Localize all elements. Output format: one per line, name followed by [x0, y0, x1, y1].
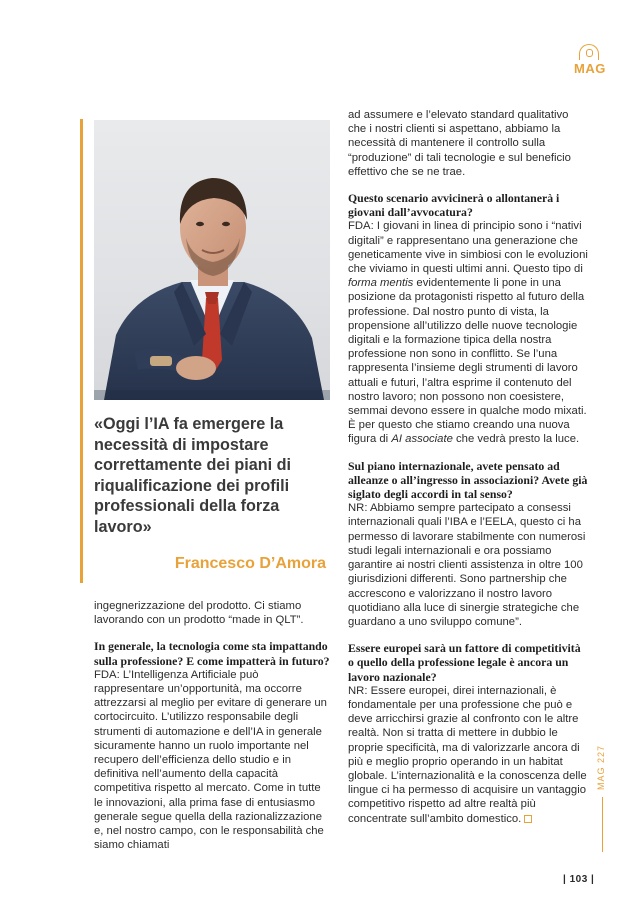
- paragraph: ingegnerizzazione del prodotto. Ci stiamo lavorando con un prodotto “made in QLT”.: [94, 600, 304, 627]
- paragraph: ad assumere e l’elevato standard qualitativo che i nostri clienti si aspettano, abbiamo la necessità di mantenere il controllo sulla “produzione” di tali tecnologie e sul beneficio effettivo che se ne trae.: [348, 109, 571, 178]
- interview-question: Sul piano internazionale, avete pensato ad alleanze o all’ingresso in associazioni? Avete già siglato degli accordi in tal senso?: [348, 458, 588, 502]
- page-number: | 103 |: [563, 874, 595, 885]
- accent-bar: [80, 119, 83, 583]
- interview-question: Essere europei sarà un fattore di competitività o quello della professione legale è ancora un lavoro nazionale?: [348, 641, 581, 684]
- issue-label: MAG 227: [596, 744, 606, 790]
- interview-answer: NR: Abbiamo sempre partecipato a consessi internazionali quali l’IBA e l’EELA, questo ci ha permesso di lavorare stabilmente con numerosi studi legali internazionali e ora possiamo garantire ai nostri clienti assistenza in oltre 100 giurisdizioni differenti. Sono partnership che accrescono e valorizzano il nostro lavoro quotidiano alla luce di sinergie strategiche che guardano a uno sviluppo comune”.: [348, 502, 586, 628]
- interview-question: In generale, la tecnologia come sta impattando sulla professione? E come impatterà in futuro?: [94, 639, 330, 668]
- interview-answer: FDA: L’Intelligenza Artificiale può rappresentare un’opportunità, ma occorre attrezzarsi al meglio per evitare di generare un cortocircuito. L’utilizzo responsabile degli strumenti di automazione e dell’IA in generale sicuramente hanno un ruolo importante nel recupero dell’efficienza dello studio e in definitiva nell’aumento della capacità competitiva rispetto al mercato. Come in tutte le innovazioni, alla prima fase di entusiasmo generale segue quella della razionalizzazione e, nel nostro campo, con le responsabilità che siamo chiamati: [94, 668, 327, 852]
- quote-author: Francesco D’Amora: [174, 555, 326, 572]
- portrait-photo: [94, 120, 330, 400]
- logo-text: MAG: [574, 61, 606, 76]
- article-left-column: [94, 599, 330, 852]
- interview-answer: FDA: I giovani in linea di principio sono i “nativi digitali” e rappresentano una generazione che geneticamente vive in simbiosi con le evoluzioni che viviamo in questi ultimi anni. Questo tipo di forma mentis evidentemente li pone in una posizione da protagonisti rispetto al futuro della professione. Dal nostro punto di vista, la propensione all’utilizzo delle nuove tecnologie digitali e la formazione tipica della nostra professione non sono in conflitto. Se l’una rappresenta l’insieme degli strumenti di lavoro attuali e futuri, l’altra esprime il contenuto del nostro lavoro; non possono non coesistere, semmai devono essere in qualche modo mixati. È per questo che stiamo creando una nuova figura di AI associate che vedrà presto la luce.: [348, 220, 588, 446]
- interview-question: Questo scenario avvicinerà o allontanerà i giovani dall’avvocatura?: [348, 191, 560, 220]
- pull-quote: «Oggi l’IA fa emergere la necessità di impostare correttamente dei piani di riqualificazione dei profili professionali della forza lavoro»: [94, 415, 291, 536]
- mag-logo: [574, 44, 604, 76]
- end-of-article-icon: [524, 815, 532, 823]
- article-right-column: [348, 108, 588, 826]
- logo-seal-icon: [579, 44, 599, 60]
- interview-answer: NR: Essere europei, direi internazionali, è fondamentale per una professione che può e deve arricchirsi grazie al confronto con le altre realtà. Non si tratta di mettere in dubbio le proprie specificità, ma di valorizzarle ancora di più e meglio proprio operando in un habitat globale. L’internazionalità e la conoscenza delle lingue ci ha permesso di acquisire un vantaggio competitivo rispetto ad altre realtà più concentrate sull’ambito domestico.: [348, 684, 587, 825]
- side-rule: [602, 797, 603, 852]
